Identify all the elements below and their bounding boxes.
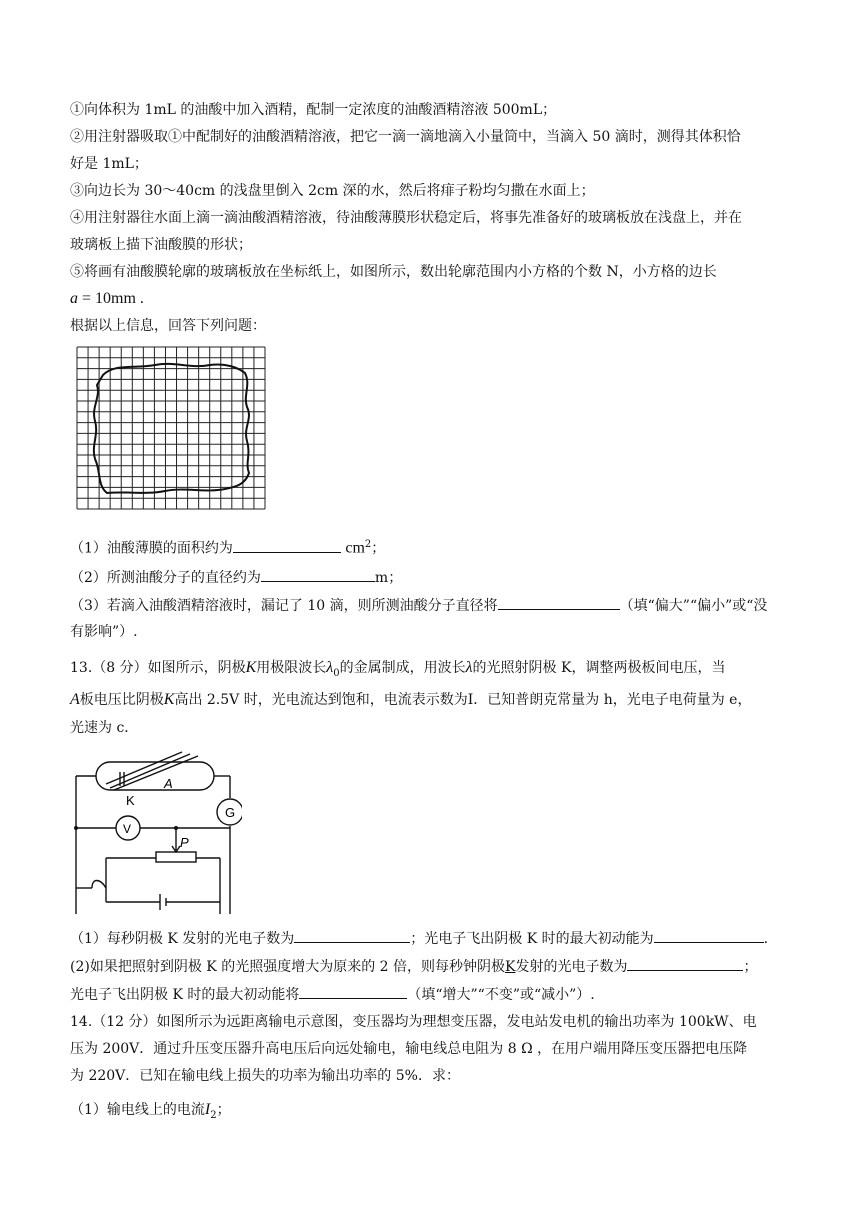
step-4-line-1: ④用注射器往水面上滴一滴油酸酒精溶液，待油酸薄膜形状稳定后，将事先准备好的玻璃板放在浅盘上，并在 xyxy=(70,210,742,226)
q12-part-3-cont: 有影响”）. xyxy=(70,624,138,640)
label-V: V xyxy=(123,822,132,836)
step-5-line-1: ⑤将画有油酸膜轮廓的玻璃板放在坐标纸上，如图所示，数出轮廓范围内小方格的个数 N，小方格的边长 xyxy=(70,264,717,280)
q14-line-1: 14.（12 分）如图所示为远距离输电示意图，变压器均为理想变压器，发电站发电机的输出功率为 100kW、电 xyxy=(70,1014,757,1030)
oil-film-grid-figure xyxy=(75,345,267,511)
answer-blank-effect[interactable] xyxy=(498,595,620,610)
q13-part-2: (2)如果把照射到阴极 K 的光照强度增大为原来的 2 倍，则每秒钟阴极K发射的光电子数为 ； xyxy=(70,956,757,977)
answer-blank-area[interactable] xyxy=(233,538,341,553)
answer-blank-kinetic-change[interactable] xyxy=(299,984,407,999)
q12-part-1: （1）油酸薄膜的面积约为 $cm^2$； xyxy=(70,539,386,557)
step-1: ①向体积为 1mL 的油酸中加入酒精，配制一定浓度的油酸酒精溶液 500mL； xyxy=(70,102,557,118)
rheostat xyxy=(156,852,196,862)
q13-line-3: 光速为 c． xyxy=(70,720,139,736)
answer-blank-electron-count-2[interactable] xyxy=(627,956,743,971)
step-3: ③向边长为 30～40cm 的浅盘里倒入 2cm 深的水，然后将痱子粉均匀撒在水面上； xyxy=(70,183,595,199)
photoelectric-circuit-figure xyxy=(70,748,242,918)
step-4-line-2: 玻璃板上描下油酸膜的形状； xyxy=(70,237,252,253)
q13-line-1: 13.（8 分）如图所示，阴极K用极限波长$\lambda_0$的金属制成，用波长λ的光照射阴极 K，调整两极板间电压，当 xyxy=(70,659,726,679)
step-2-line-2: 好是 1mL； xyxy=(70,156,148,172)
q12-part-3: （3）若滴入油酸酒精溶液时，漏记了 10 滴，则所测油酸分子直径将 （填“偏大”“偏小”或“没 xyxy=(70,595,767,616)
q13-part-1: （1）每秒阴极 K 发射的光电子数为 ；光电子飞出阴极 K 时的最大初动能为 . xyxy=(70,928,768,949)
answer-blank-electron-count[interactable] xyxy=(294,928,410,943)
oil-film-outline xyxy=(94,364,249,493)
label-A: A xyxy=(164,776,173,791)
side-length-eq: = 10mm . xyxy=(78,290,144,307)
q14-line-2: 压为 200V．通过升压变压器升高电压后向远处输电，输电线总电阻为 8 Ω ，在用户端用降压变压器把电压降 xyxy=(70,1041,748,1057)
q13-line-2: A板电压比阴极K高出 2.5V 时，光电流达到饱和，电流表示数为I．已知普朗克常量为 h，光电子电荷量为 e， xyxy=(70,691,752,708)
q14-line-3: 为 220V．已知在输电线上损失的功率为输出功率的 5%．求： xyxy=(70,1068,460,1084)
label-P: P xyxy=(180,835,189,850)
intro-line: 根据以上信息，回答下列问题： xyxy=(70,318,266,334)
label-K: K xyxy=(126,793,135,808)
step-2-line-1: ②用注射器吸取①中配制好的油酸酒精溶液，把它一滴一滴地滴入小量筒中，当滴入 50 滴时，测得其体积恰 xyxy=(70,129,741,145)
q12-part-2: （2）所测油酸分子的直径约为 m； xyxy=(70,567,402,588)
answer-blank-max-kinetic-energy[interactable] xyxy=(654,928,764,943)
answer-blank-diameter[interactable] xyxy=(261,567,375,582)
side-length-var: a xyxy=(70,290,78,307)
q13-part-2-cont: 光电子飞出阴极 K 时的最大初动能将 （填“增大”“不变”或“减小”）. xyxy=(70,984,595,1005)
q14-part-1: （1）输电线上的电流$I_2$； xyxy=(70,1101,231,1121)
step-5-line-2 xyxy=(70,289,144,309)
label-G: G xyxy=(225,805,236,820)
